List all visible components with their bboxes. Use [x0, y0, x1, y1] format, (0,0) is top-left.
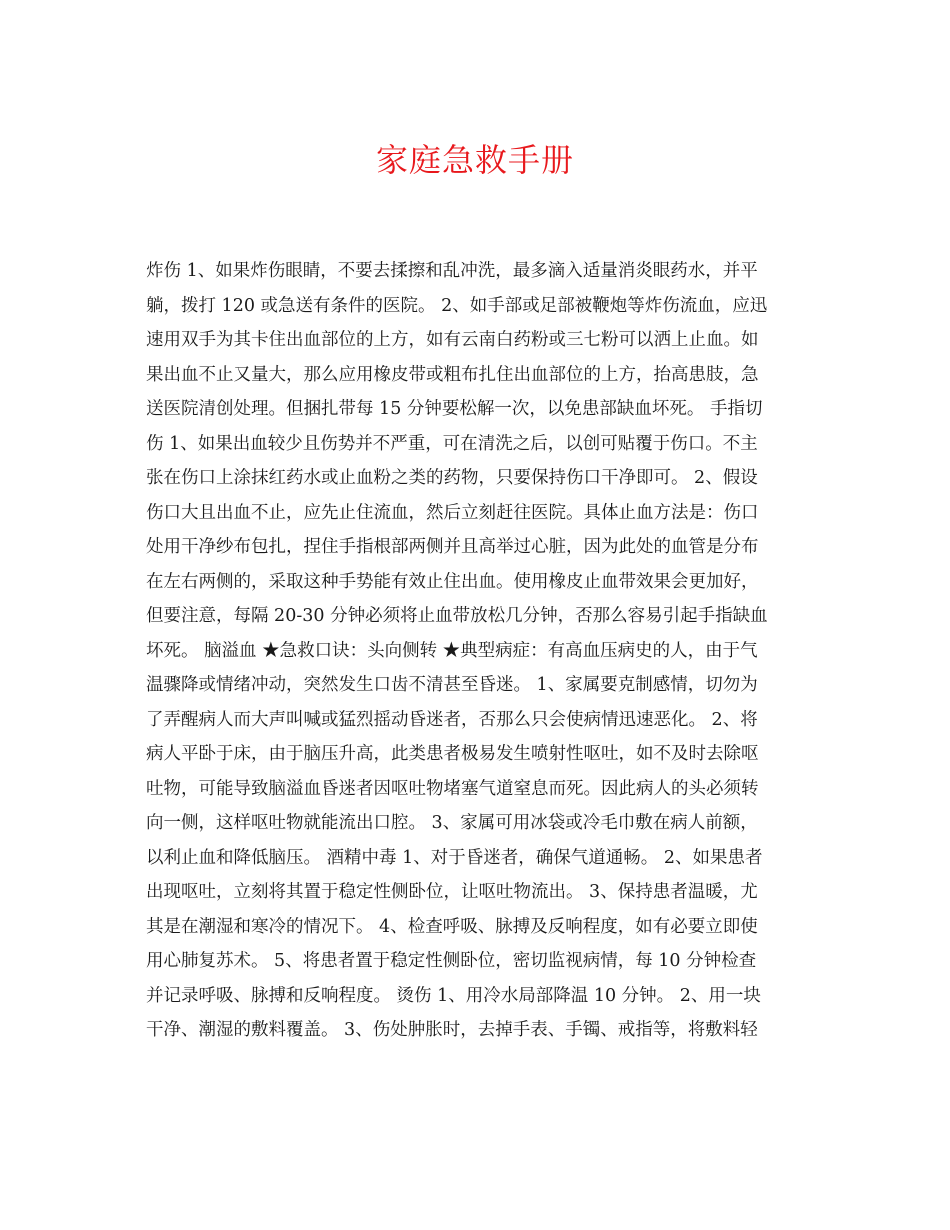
body-line: 出现呕吐，立刻将其置于稳定性侧卧位，让呕吐物流出。 3、保持患者温暖，尤 [146, 882, 758, 902]
body-line: 病人平卧于床，由于脑压升高，此类患者极易发生喷射性呕吐，如不及时去除呕 [146, 744, 759, 764]
body-line: 处用干净纱布包扎，捏住手指根部两侧并且高举过心脏，因为此处的血管是分布 [146, 537, 759, 557]
body-line: 但要注意，每隔 20-30 分钟必须将止血带放松几分钟，否那么容易引起手指缺血 [146, 606, 768, 626]
body-line: 送医院清创处理。但捆扎带每 15 分钟要松解一次，以免患部缺血坏死。 手指切 [146, 399, 763, 419]
body-line: 了弄醒病人而大声叫喊或猛烈摇动昏迷者，否那么只会使病情迅速恶化。 2、将 [146, 709, 758, 730]
body-line: 躺，拨打 120 或急送有条件的医院。 2、如手部或足部被鞭炮等炸伤流血，应迅 [146, 295, 768, 316]
body-line: 用心肺复苏术。 5、将患者置于稳定性侧卧位，密切监视病情，每 10 分钟检查 [146, 951, 757, 971]
body-line: 并记录呼吸、脉搏和反响程度。 烫伤 1、用冷水局部降温 10 分钟。 2、用一块 [146, 985, 761, 1006]
document-title: 家庭急救手册 [375, 141, 574, 179]
body-line: 在左右两侧的，采取这种手势能有效止住出血。使用橡皮止血带效果会更加好， [146, 571, 759, 592]
body-line: 伤 1、如果出血较少且伤势并不严重，可在清洗之后，以创可贴覆于伤口。不主 [146, 433, 758, 454]
body-line: 向一侧，这样呕吐物就能流出口腔。 3、家属可用冰袋或冷毛巾敷在病人前额， [146, 813, 758, 833]
body-line: 干净、潮湿的敷料覆盖。 3、伤处肿胀时，去掉手表、手镯、戒指等，将敷料轻 [146, 1020, 758, 1040]
body-line: 以利止血和降低脑压。 酒精中毒 1、对于昏迷者，确保气道通畅。 2、如果患者 [146, 847, 763, 868]
body-line: 果出血不止又量大，那么应用橡皮带或粗布扎住出血部位的上方，抬高患肢，急 [146, 364, 759, 385]
body-line: 张在伤口上涂抹红药水或止血粉之类的药物，只要保持伤口干净即可。 2、假设 [146, 468, 758, 488]
body-line: 坏死。 脑溢血 ★急救口诀：头向侧转 ★典型病症：有高血压病史的人，由于气 [146, 640, 758, 661]
body-line: 速用双手为其卡住出血部位的上方，如有云南白药粉或三七粉可以洒上止血。如 [146, 330, 759, 350]
body-line: 温骤降或情绪冲动，突然发生口齿不清甚至昏迷。 1、家属要克制感情，切勿为 [146, 675, 758, 695]
body-line: 吐物，可能导致脑溢血昏迷者因呕吐物堵塞气道窒息而死。因此病人的头必须转 [146, 778, 759, 799]
document-body [146, 254, 804, 1048]
body-line: 伤口大且出血不止，应先止住流血，然后立刻赶往医院。具体止血方法是：伤口 [146, 502, 759, 523]
body-line: 其是在潮湿和寒冷的情况下。 4、检查呼吸、脉搏及反响程度，如有必要立即使 [146, 916, 758, 937]
body-line: 炸伤 1、如果炸伤眼睛，不要去揉擦和乱冲洗，最多滴入适量消炎眼药水，并平 [146, 261, 758, 281]
